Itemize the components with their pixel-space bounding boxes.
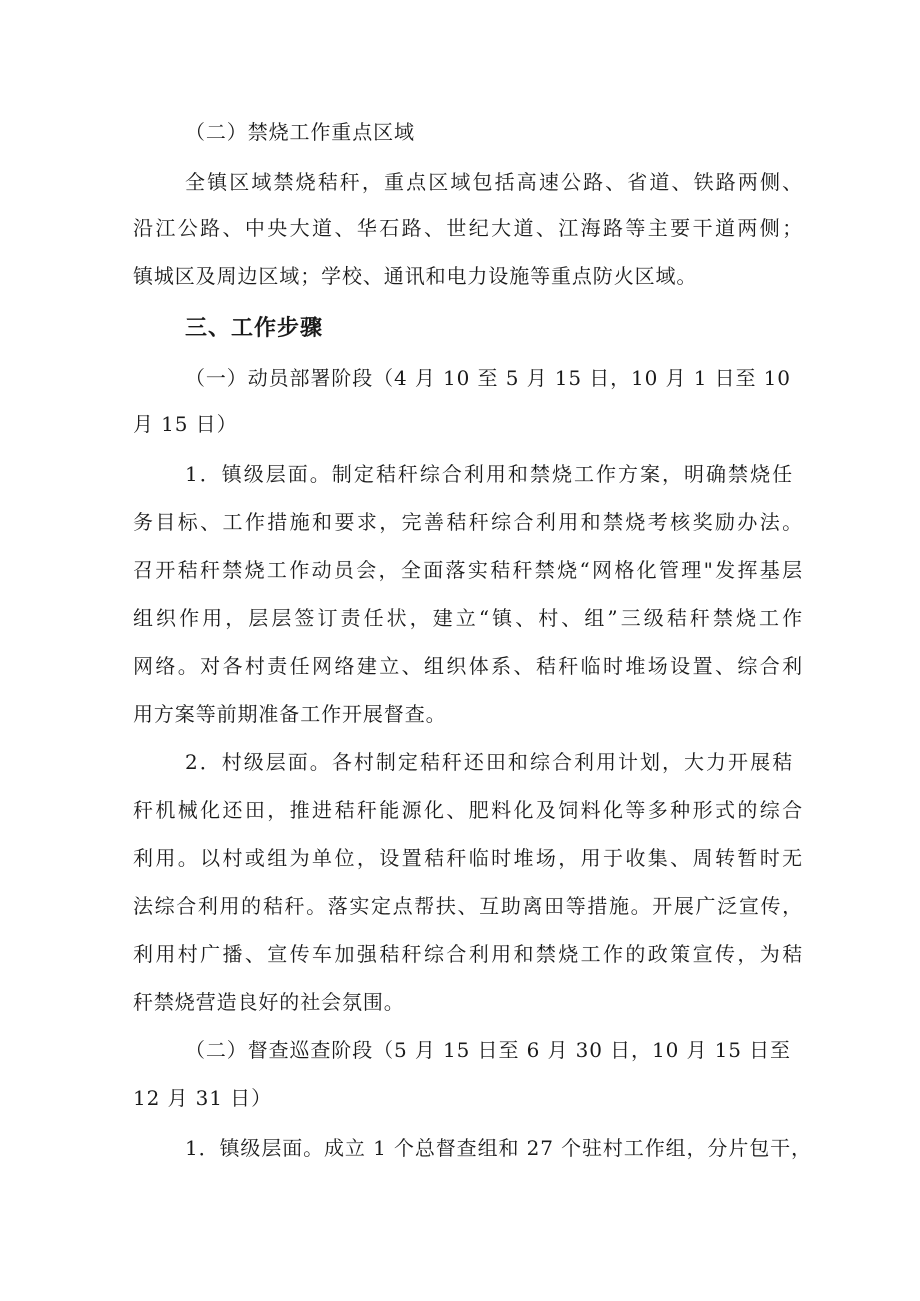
stage-1-item-1-line-5: 网络。对各村责任网络建立、组织体系、秸秆临时堆场设置、综合利 xyxy=(133,654,803,678)
stage-1-item-1-line-3: 召开秸秆禁烧工作动员会，全面落实秸秆禁烧“网格化管理"发挥基层 xyxy=(133,558,803,582)
chapter-3-title: 三、工作步骤 xyxy=(185,316,324,341)
stage-1-item-1-line-4: 组织作用，层层签订责任状，建立“镇、村、组”三级秸秆禁烧工作 xyxy=(133,606,803,630)
section-2-line-3: 镇城区及周边区域；学校、通讯和电力设施等重点防火区域。 xyxy=(133,264,698,288)
stage-1-item-2-line-5: 利用村广播、宣传车加强秸秆综合利用和禁烧工作的政策宣传，为秸 xyxy=(133,942,803,966)
stage-1-item-1-line-2: 务目标、工作措施和要求，完善秸秆综合利用和禁烧考核奖励办法。 xyxy=(133,510,803,534)
stage-1-item-2-line-4: 法综合利用的秸秆。落实定点帮扶、互助离田等措施。开展广泛宣传， xyxy=(133,894,803,918)
stage-2-title-line-1: （二）督查巡查阶段（5 月 15 日至 6 月 30 日，10 月 15 日至 xyxy=(185,1038,791,1062)
stage-2-title-line-2: 12 月 31 日） xyxy=(133,1086,272,1110)
stage-1-item-1-line-6: 用方案等前期准备工作开展督查。 xyxy=(133,702,447,726)
section-2-title: （二）禁烧工作重点区域 xyxy=(185,120,415,144)
section-2-line-2: 沿江公路、中央大道、华石路、世纪大道、江海路等主要干道两侧； xyxy=(133,216,803,240)
stage-1-item-1-line-1: 1．镇级层面。制定秸秆综合利用和禁烧工作方案，明确禁烧任 xyxy=(185,462,793,486)
stage-1-title-line-2: 月 15 日） xyxy=(133,412,238,436)
stage-1-item-2-line-6: 秆禁烧营造良好的社会氛围。 xyxy=(133,990,405,1014)
stage-1-item-2-line-1: 2．村级层面。各村制定秸秆还田和综合利用计划，大力开展秸 xyxy=(185,750,793,774)
stage-1-item-2-line-2: 秆机械化还田，推进秸秆能源化、肥料化及饲料化等多种形式的综合 xyxy=(133,798,803,822)
stage-1-item-2-line-3: 利用。以村或组为单位，设置秸秆临时堆场，用于收集、周转暂时无 xyxy=(133,846,803,870)
stage-1-title-line-1: （一）动员部署阶段（4 月 10 至 5 月 15 日，10 月 1 日至 10 xyxy=(185,366,791,390)
stage-2-item-1-line-1: 1．镇级层面。成立 1 个总督查组和 27 个驻村工作组，分片包干， xyxy=(185,1136,812,1160)
section-2-line-1: 全镇区域禁烧秸秆，重点区域包括高速公路、省道、铁路两侧、 xyxy=(185,170,803,194)
